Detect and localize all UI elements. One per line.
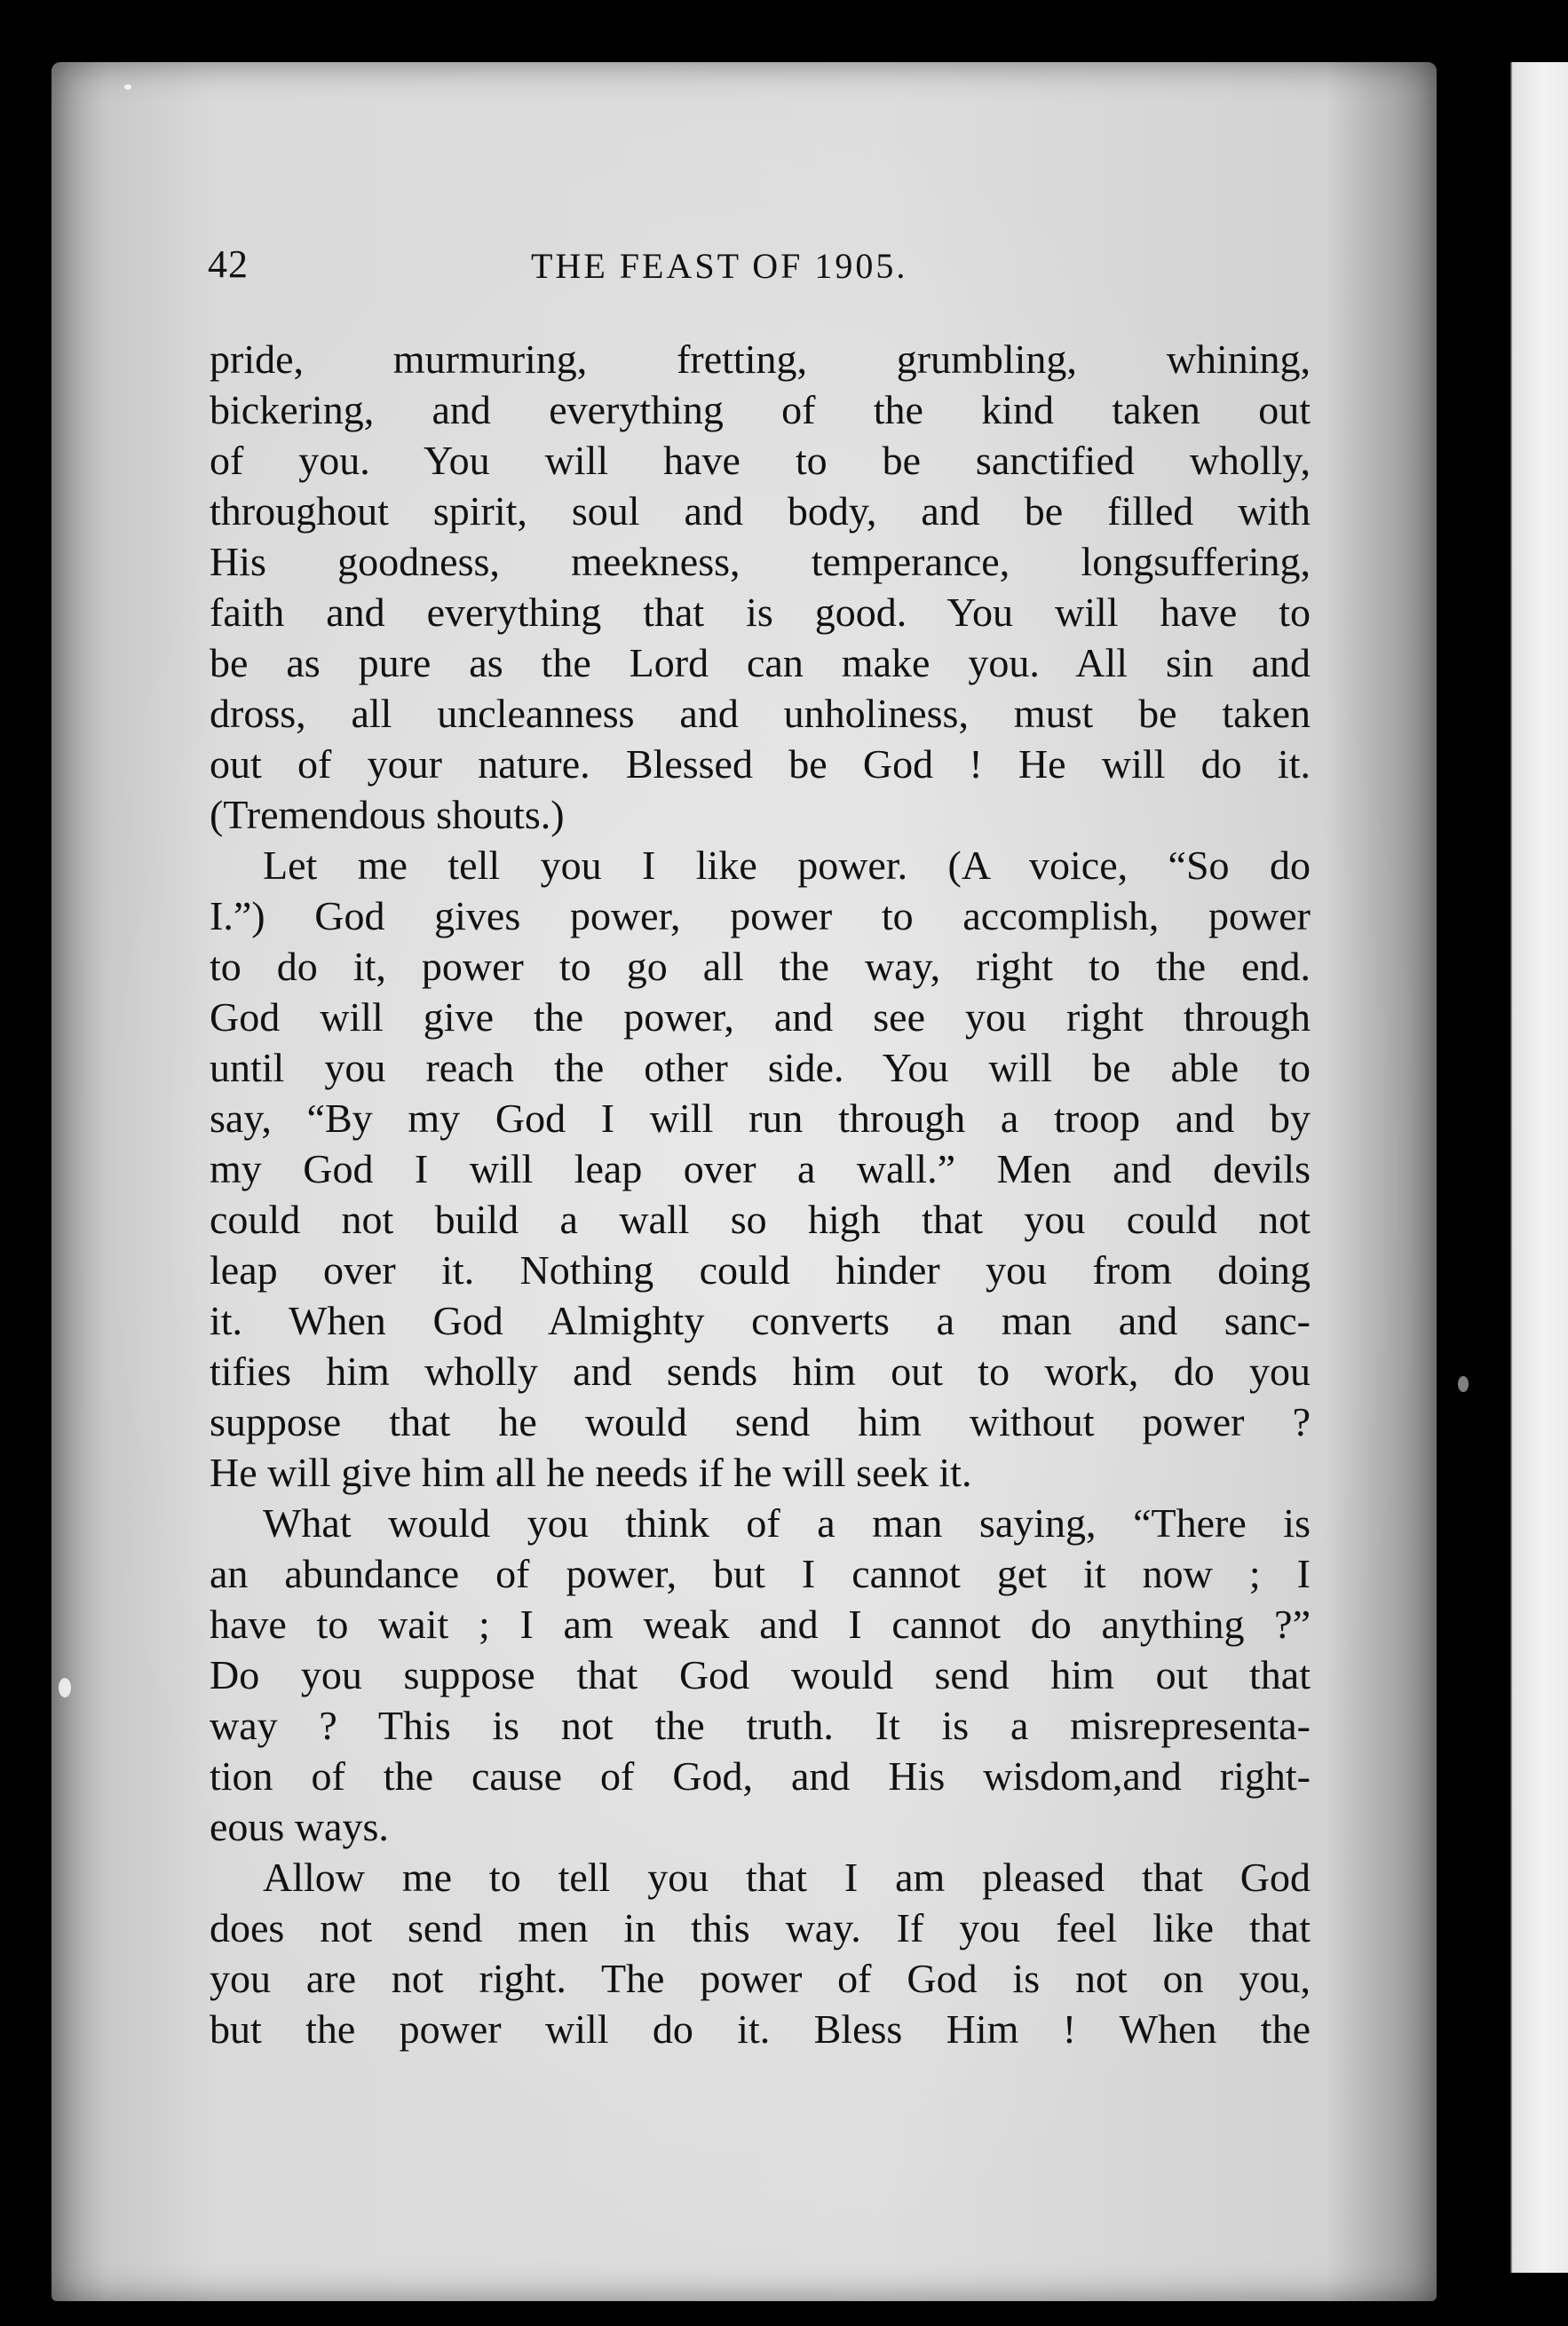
text-line: I.”) God gives power, power to accomplish, power [210, 893, 1311, 938]
text-line: Let me tell you I like power. (A voice, “So do [263, 843, 1311, 888]
text-line: faith and everything that is good. You will have to [210, 589, 1311, 635]
text-line: it. When God Almighty converts a man and sanc- [210, 1298, 1311, 1343]
text-line: to do it, power to go all the way, right to the end. [210, 944, 1311, 989]
text-line: tion of the cause of God, and His wisdom,and right- [210, 1753, 1311, 1799]
text-line: suppose that he would send him without power ? [210, 1399, 1311, 1444]
text-line: of you. You will have to be sanctified wholly, [210, 438, 1311, 483]
text-line: throughout spirit, soul and body, and be filled with [210, 488, 1311, 534]
text-line: God will give the power, and see you right through [210, 994, 1311, 1040]
text-line: dross, all uncleanness and unholiness, must be taken [210, 691, 1311, 736]
text-line: (Tremendous shouts.) [210, 792, 565, 837]
text-line: have to wait ; I am weak and I cannot do anything ?” [210, 1602, 1311, 1647]
text-line: does not send men in this way. If you feel like that [210, 1905, 1311, 1950]
text-line: out of your nature. Blessed be God ! He will do it. [210, 741, 1311, 787]
text-line: He will give him all he needs if he will seek it. [210, 1450, 972, 1495]
text-line: could not build a wall so high that you could not [210, 1197, 1311, 1242]
page-number: 42 [208, 242, 249, 286]
text-line: my God I will leap over a wall.” Men and devils [210, 1146, 1311, 1191]
text-line: way ? This is not the truth. It is a misrepresenta- [210, 1703, 1311, 1748]
scan-speck [59, 1678, 71, 1697]
running-title: THE FEAST OF 1905. [531, 246, 908, 286]
text-line: bickering, and everything of the kind taken out [210, 387, 1311, 432]
text-line: leap over it. Nothing could hinder you from doing [210, 1247, 1311, 1293]
text-line: be as pure as the Lord can make you. All sin and [210, 640, 1311, 685]
text-line: Do you suppose that God would send him out that [210, 1652, 1311, 1697]
text-line: but the power will do it. Bless Him ! When the [210, 2006, 1311, 2052]
text-line: What would you think of a man saying, “There is [263, 1500, 1311, 1546]
text-line: His goodness, meekness, temperance, longsuffering, [210, 539, 1311, 584]
text-line: an abundance of power, but I cannot get it now ; I [210, 1551, 1311, 1596]
text-line: tifies him wholly and sends him out to work, do you [210, 1349, 1311, 1394]
text-line: until you reach the other side. You will be able to [210, 1045, 1311, 1090]
text-line: you are not right. The power of God is not on you, [210, 1956, 1311, 2001]
scan-speck [124, 84, 131, 90]
text-line: pride, murmuring, fretting, grumbling, whining, [210, 336, 1311, 382]
text-line: Allow me to tell you that I am pleased that God [263, 1855, 1311, 1900]
text-line: eous ways. [210, 1804, 389, 1849]
text-line: say, “By my God I will run through a troop and by [210, 1096, 1311, 1141]
scan-speck [1458, 1376, 1469, 1392]
